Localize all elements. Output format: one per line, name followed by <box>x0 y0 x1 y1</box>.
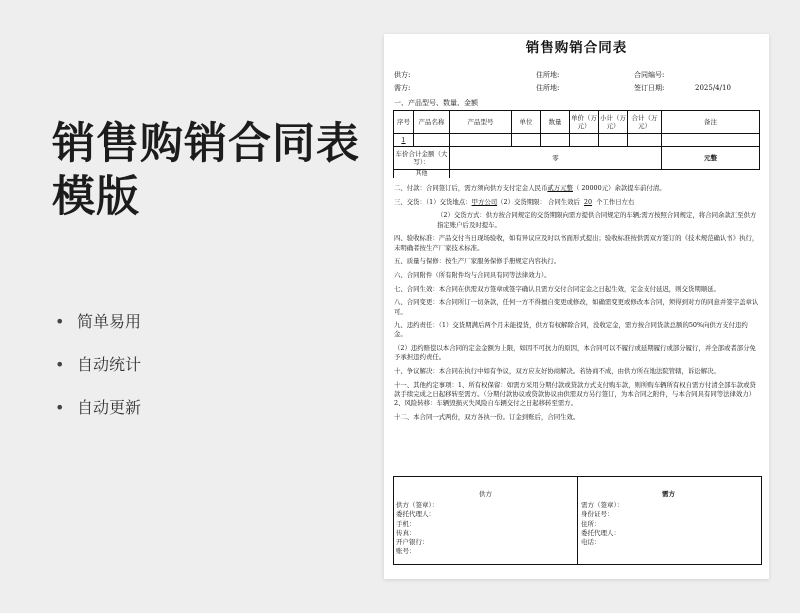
clause-copies: 十二、本合同一式两份，双方各执一份。订金到账后，合同生效。 <box>394 412 580 421</box>
deposit-amount-words: 贰万元整 <box>547 184 573 192</box>
other-label: 其他 <box>394 170 450 179</box>
column-header: 备注 <box>662 111 760 134</box>
column-header: 序号 <box>394 111 414 134</box>
total-row <box>394 147 760 170</box>
product-table <box>393 110 760 178</box>
buyer-field: 需方（签章）： <box>581 501 624 510</box>
column-header: 产品型号 <box>450 111 512 134</box>
supplier-field: 开户银行： <box>396 538 429 547</box>
clause-dispute: 十、争议解决：本合同在执行中如有争议，双方应友好协商解决。若协商不成，由供方所在地法院管辖，诉讼解决。 <box>394 367 720 376</box>
supplier-address-label: 住所地: <box>536 71 560 79</box>
table-cell <box>570 134 599 147</box>
buyer-field: 身份证号： <box>581 510 614 519</box>
supplier-field: 委托代理人： <box>396 510 435 519</box>
table-header-row <box>394 111 760 134</box>
table-cell <box>628 134 662 147</box>
row-index-cell: 1 <box>394 134 414 147</box>
clause-change: 八、合同变更：本合同所订一切条款，任何一方不得擅自变更或修改，如确需变更或修改本合同，须得到对方的同意并签字盖章认可。 <box>394 298 759 316</box>
clause-other: 十一、其他约定事项：1、所有权保留：如需方采用分期付款或贷款方式支付购车款，则所购车辆所有权自需方付清全部车款或贷款手续完成之日起移转至需方。（分期付款协议或贷款协议由供需双方另行签订，为本合同之附件，与本合同具有同等法律效力）2、风险转移：车辆毁损灭失风险自车辆交付之日起移转至需方。 <box>394 380 756 408</box>
promo-title-line1: 销售购销合同表 <box>52 119 360 169</box>
promo-title <box>52 118 360 224</box>
clause-attachments: 六、合同附件（所有附件均与合同具有同等法律效力）。 <box>394 270 551 279</box>
delivery-place: 甲方公司 <box>471 197 498 206</box>
contract-clauses <box>394 184 759 427</box>
sign-date-value: 2025/4/10 <box>695 84 731 92</box>
sign-date-label: 签订日期: <box>634 84 665 92</box>
contract-document <box>384 34 769 579</box>
signature-block <box>393 476 762 565</box>
buyer-field: 住所： <box>581 519 601 528</box>
other-row <box>394 170 760 179</box>
feature-item: • 自动更新 <box>55 398 141 441</box>
buyer-label: 需方: <box>394 84 411 92</box>
total-unit: 元整 <box>662 147 760 170</box>
clause-effect: 七、合同生效：本合同在供需双方签章或签字确认且需方交付合同定金之日起生效，定金支付延迟，则交货期顺延。 <box>394 284 720 293</box>
total-amount-words: 零 <box>450 147 662 170</box>
clause-text: （2）交货期限： 合同生效后 <box>497 197 580 206</box>
clause-delivery-method: （2）交货方式：供方按合同规定的交货期限向需方提供合同规定的车辆;需方按照合同规定，将合同余款汇至供方指定账户后及时提车。 <box>437 211 757 229</box>
feature-item: • 简单易用 <box>55 312 141 355</box>
clause-warranty: 五、质量与保修：按生产厂家服务保修手册规定内容执行。 <box>394 257 561 266</box>
column-header: 产品名称 <box>414 111 450 134</box>
table-cell <box>541 134 570 147</box>
clause-delivery <box>394 198 759 207</box>
delivery-days: 20 <box>583 197 593 206</box>
total-label: 车价合计金额（大写）： <box>394 147 450 170</box>
table-cell <box>599 134 628 147</box>
supplier-heading: 供方 <box>479 490 492 498</box>
buyer-address-label: 住所地: <box>536 84 560 92</box>
clause-text: （ 20000元）余款提车前付清。 <box>572 184 666 192</box>
section-products-label: 一、产品型号、数量、金额 <box>394 99 478 107</box>
supplier-field: 账号： <box>396 547 416 556</box>
column-header: 小计（万元） <box>599 111 628 134</box>
supplier-field: 供方（签章）： <box>396 501 439 510</box>
supplier-field: 手机： <box>396 519 416 528</box>
feature-item: • 自动统计 <box>55 355 141 398</box>
table-cell <box>512 134 541 147</box>
supplier-label: 供方: <box>394 71 411 79</box>
column-header: 数量 <box>541 111 570 134</box>
document-title: 销售购销合同表 <box>525 40 628 56</box>
table-cell <box>414 134 450 147</box>
feature-list <box>55 312 141 441</box>
table-row <box>394 134 760 147</box>
clause-payment <box>394 184 759 193</box>
supplier-signature <box>394 477 578 564</box>
clause-text: 三、交货：（1）交货地点： <box>394 197 472 206</box>
column-header: 单价（万元） <box>570 111 599 134</box>
supplier-field: 传真： <box>396 528 416 537</box>
promo-title-line2: 模版 <box>52 172 140 222</box>
contract-no-label: 合同编号: <box>634 71 665 79</box>
clause-acceptance: 四、验收标准：产品交付当日现场验收，如有异议应及时以书面形式提出；验收标准按供需双方签订的《技术规范确认书》执行，未明确者按生产厂家技术标准。 <box>394 234 759 252</box>
column-header: 合计（万元） <box>628 111 662 134</box>
clause-liability-2: （2）违约赔偿以本合同的定金金额为上限，如因不可抗力的原因，本合同可以不履行或延期履行或部分履行，并全部或者部分免予承担违约责任。 <box>394 344 756 362</box>
clause-text: 二、付款：合同签订后，需方须向供方支付定金人民币 <box>394 184 548 192</box>
buyer-heading: 需方 <box>662 490 675 498</box>
buyer-signature <box>577 477 760 564</box>
table-cell <box>450 170 760 179</box>
buyer-field: 委托代理人： <box>581 528 620 537</box>
table-cell <box>450 134 512 147</box>
clause-text: 个工作日左右 <box>596 197 635 206</box>
clause-liability: 九、违约责任：（1）交货期满后两个月未能提货，供方有权解除合同，没收定金，需方按合同货款总额的50%向供方支付违约金。 <box>394 321 748 339</box>
buyer-field: 电话： <box>581 538 601 547</box>
table-cell <box>662 134 760 147</box>
column-header: 单位 <box>512 111 541 134</box>
